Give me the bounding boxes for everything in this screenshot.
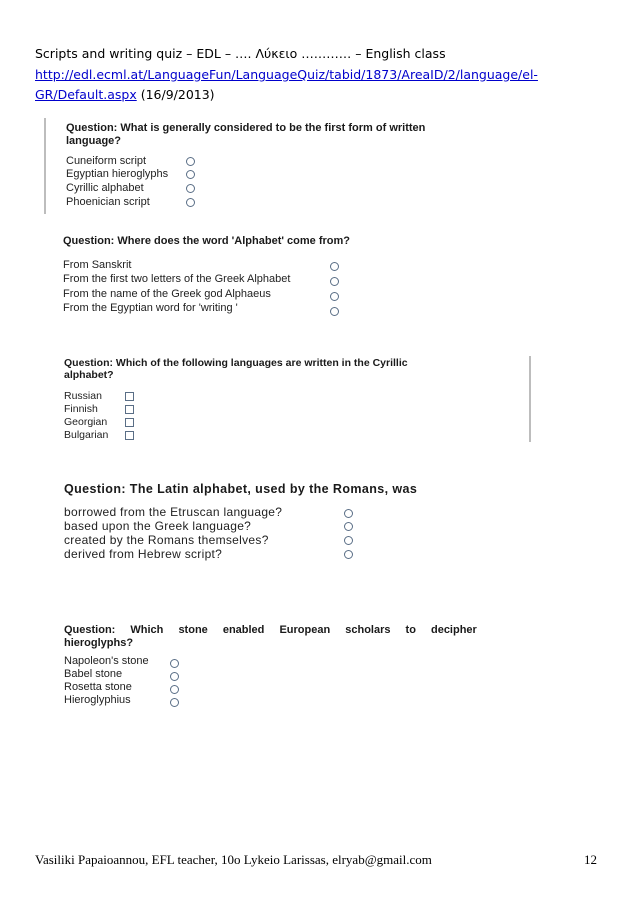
- q3-option-1: Russian: [64, 390, 102, 402]
- q2-radio-4[interactable]: [330, 307, 339, 316]
- screenshot-border: [529, 356, 531, 442]
- q5-option-4: Hieroglyphius: [64, 694, 131, 706]
- question-3-title: Question: Which of the following languages are written in the Cyrillic alphabet?: [64, 357, 408, 381]
- q5-option-3: Rosetta stone: [64, 681, 132, 693]
- source-link-part1[interactable]: http://edl.ecml.at/LanguageFun/LanguageQuiz/tabid/1873/AreaID/2/language/el-: [35, 67, 538, 82]
- q1-option-1: Cuneiform script: [66, 155, 147, 167]
- q1-radio-2[interactable]: [186, 170, 195, 179]
- source-link-line2: [35, 86, 215, 104]
- q5-option-2: Babel stone: [64, 668, 123, 680]
- q3-option-4: Bulgarian: [64, 429, 109, 441]
- q5-radio-1[interactable]: [170, 659, 179, 668]
- q1-option-3: Cyrillic alphabet: [66, 182, 144, 194]
- question-2-title: Question: Where does the word 'Alphabet' come from?: [63, 235, 350, 247]
- date-text: (16/9/2013): [136, 87, 215, 102]
- q2-option-1: From Sanskrit: [63, 259, 132, 271]
- footer-author: Vasiliki Papaioannou, EFL teacher, 10o Lykeio Larissas, elryab@gmail.com: [35, 852, 432, 867]
- question-5-title: Question: Which stone enabled European scholars to decipher hieroglyphs?: [64, 624, 477, 649]
- q5-radio-4[interactable]: [170, 698, 179, 707]
- q2-option-2: From the first two letters of the Greek Alphabet: [63, 273, 291, 285]
- header-line1: Scripts and writing quiz – EDL – …. Λύκειο ………… – English class: [35, 46, 446, 61]
- q5-radio-2[interactable]: [170, 672, 179, 681]
- q5-option-1: Napoleon's stone: [64, 655, 149, 667]
- q4-radio-1[interactable]: [344, 509, 353, 518]
- q2-radio-3[interactable]: [330, 292, 339, 301]
- q3-option-3: Georgian: [64, 416, 108, 428]
- q4-radio-4[interactable]: [344, 550, 353, 559]
- question-4-title: Question: The Latin alphabet, used by the Romans, was: [64, 482, 418, 496]
- q3-checkbox-3[interactable]: [125, 418, 134, 427]
- q1-radio-3[interactable]: [186, 184, 195, 193]
- q2-option-3: From the name of the Greek god Alphaeus: [63, 288, 271, 300]
- source-link-part2[interactable]: GR/Default.aspx: [35, 87, 137, 102]
- page-number: 12: [584, 852, 597, 867]
- screenshot-border: [44, 118, 46, 214]
- q3-option-2: Finnish: [64, 403, 98, 415]
- q1-radio-4[interactable]: [186, 198, 195, 207]
- q2-option-4: From the Egyptian word for 'writing ': [63, 302, 238, 314]
- q1-option-2: Egyptian hieroglyphs: [66, 168, 169, 180]
- q3-checkbox-1[interactable]: [125, 392, 134, 401]
- q4-option-2: based upon the Greek language?: [64, 519, 252, 533]
- q5-radio-3[interactable]: [170, 685, 179, 694]
- q3-checkbox-2[interactable]: [125, 405, 134, 414]
- source-link-line: [35, 66, 538, 84]
- q4-radio-2[interactable]: [344, 522, 353, 531]
- q4-radio-3[interactable]: [344, 536, 353, 545]
- question-1-title: Question: What is generally considered to be the first form of written language?: [66, 122, 426, 147]
- q1-option-4: Phoenician script: [66, 196, 150, 208]
- q4-option-4: derived from Hebrew script?: [64, 547, 223, 561]
- q2-radio-1[interactable]: [330, 262, 339, 271]
- q2-radio-2[interactable]: [330, 277, 339, 286]
- q3-checkbox-4[interactable]: [125, 431, 134, 440]
- q1-radio-1[interactable]: [186, 157, 195, 166]
- q4-option-3: created by the Romans themselves?: [64, 533, 269, 547]
- q4-option-1: borrowed from the Etruscan language?: [64, 505, 283, 519]
